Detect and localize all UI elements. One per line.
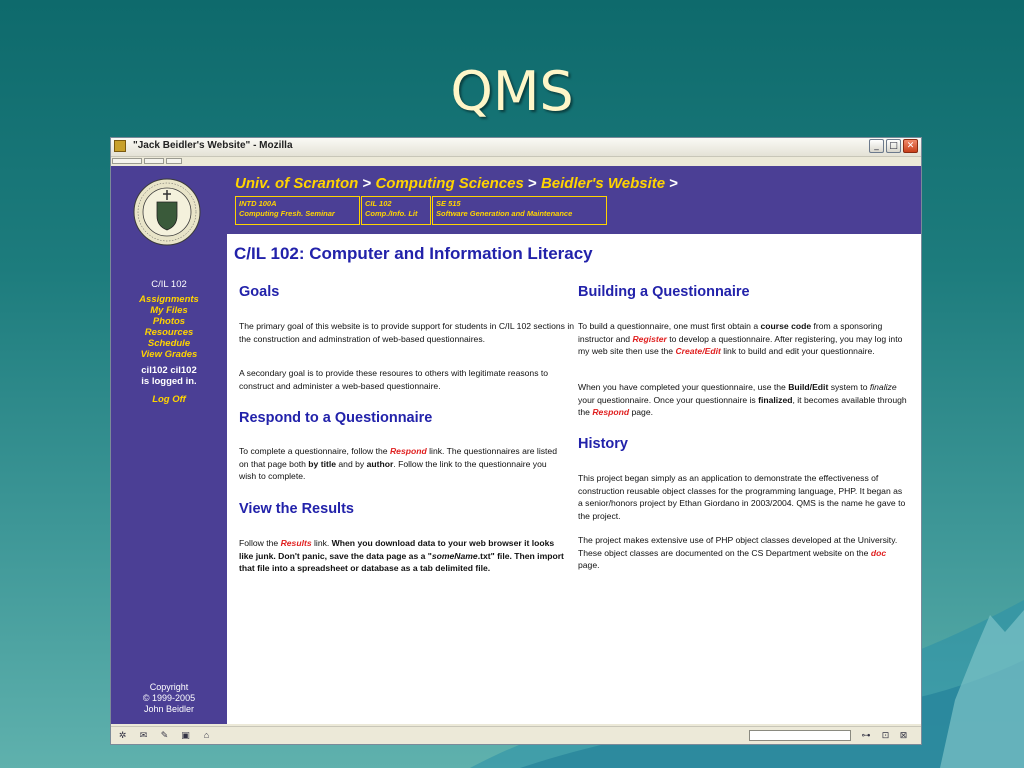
breadcrumb-separator: >: [669, 175, 679, 192]
respond-paragraph: To complete a questionnaire, follow the Respond link. The questionnaires are listed on that page both by title and by author. Follow the link to the questionnaire you wish to complete.: [239, 446, 557, 481]
security-lock-icon[interactable]: ⊠: [899, 730, 908, 740]
window-title: "Jack Beidler's Website" - Mozilla: [133, 140, 293, 151]
toolbar-grippy[interactable]: [112, 158, 142, 164]
building-paragraph-1: To build a questionnaire, one must first obtain a course code from a sponsoring instructor and Register to develop a questionnaire. After registering, you may log into my web site then use the Create/Edit link to build and edit your questionnaire.: [578, 321, 903, 356]
copyright-label: Copyright: [149, 682, 189, 692]
building-paragraph-2: When you have completed your questionnaire, use the Build/Edit system to finalize your questionnaire. Once your questionnaire is finalized, it becomes available through the Respond page.: [578, 382, 907, 417]
mail-icon[interactable]: ✉: [139, 730, 148, 740]
maximize-button[interactable]: □: [886, 139, 901, 153]
breadcrumb-beidlers-website[interactable]: Beidler's Website: [540, 175, 666, 192]
respond-page-link[interactable]: Respond: [592, 407, 630, 417]
results-link[interactable]: Results: [280, 538, 312, 548]
course-code: INTD 100A: [239, 199, 277, 208]
history-heading: History: [578, 436, 628, 452]
breadcrumb-separator: >: [528, 175, 537, 192]
logged-in-status: is logged in.: [141, 376, 197, 387]
irc-chat-icon[interactable]: ⌂: [203, 730, 210, 740]
results-heading: View the Results: [239, 501, 354, 517]
sidebar-link-log-off[interactable]: Log Off: [152, 394, 186, 405]
sidebar-link-resources[interactable]: Resources: [144, 327, 194, 338]
sidebar-link-my-files[interactable]: My Files: [150, 305, 188, 316]
course-code: SE 515: [436, 199, 461, 208]
status-bar: [111, 726, 921, 745]
slide-title: QMS: [450, 60, 574, 123]
course-code: CIL 102: [365, 199, 392, 208]
goals-paragraph-2: A secondary goal is to provide these resoures to others with legitimate reasons to construct and administer a web-based questionnaire.: [239, 368, 549, 391]
close-button[interactable]: ✕: [903, 139, 918, 153]
university-seal-icon: [133, 178, 201, 246]
goals-heading: Goals: [239, 284, 280, 300]
mozilla-app-icon: [114, 140, 126, 152]
main-content: [227, 234, 921, 724]
respond-link[interactable]: Respond: [389, 446, 427, 456]
toolbar-grippy-row: [111, 157, 921, 165]
sidebar-link-schedule[interactable]: Schedule: [147, 338, 191, 349]
copyright-owner: John Beidler: [143, 704, 195, 714]
breadcrumb-univ-of-scranton[interactable]: Univ. of Scranton: [235, 175, 359, 192]
history-paragraph-2: The project makes extensive use of PHP object classes developed at the University. These object classes are documented on the CS Department website on the doc page.: [578, 535, 898, 570]
page-title: C/IL 102: Computer and Information Literacy: [234, 244, 593, 263]
sidebar-link-photos[interactable]: Photos: [152, 316, 186, 327]
minimize-button[interactable]: _: [869, 139, 884, 153]
sidebar-course-label: C/IL 102: [151, 279, 187, 290]
register-link[interactable]: Register: [632, 333, 667, 344]
sidebar: [111, 166, 227, 724]
history-paragraph-1: This project began simply as an application to demonstrate the effectiveness of construction reusable object classes for the programming language, PHP. It began as a senior/honors project by Ethan Giordano in 2003/2004. QMS is the name he gave to the project.: [578, 473, 906, 521]
breadcrumb-separator: >: [362, 175, 372, 192]
navigator-icon[interactable]: ✲: [118, 730, 127, 740]
logged-in-user: cil102 cil102: [141, 365, 197, 376]
course-link-intd-100a[interactable]: [235, 196, 360, 225]
course-name: Computing Fresh. Seminar: [239, 209, 335, 218]
building-heading: Building a Questionnaire: [578, 284, 750, 300]
cookie-icon[interactable]: ⊡: [881, 730, 890, 740]
respond-heading: Respond to a Questionnaire: [239, 410, 433, 426]
course-name: Software Generation and Maintenance: [436, 209, 573, 218]
sidebar-link-view-grades[interactable]: View Grades: [140, 349, 198, 360]
course-link-se-515[interactable]: [432, 196, 607, 225]
course-name: Comp./Info. Lit: [365, 209, 418, 218]
browser-window: [110, 137, 922, 745]
results-paragraph: Follow the Results link. When you download data to your web browser it looks like junk. Don't panic, save the data page as a "someName.txt" file. Then import that file into a spreadsheet or database as a tab delimited file.: [239, 538, 564, 573]
breadcrumb-computing-sciences[interactable]: Computing Sciences: [375, 175, 524, 192]
composer-icon[interactable]: ✎: [160, 730, 169, 740]
address-book-icon[interactable]: ▣: [181, 730, 190, 740]
toolbar-grippy[interactable]: [166, 158, 182, 164]
toolbar-grippy[interactable]: [144, 158, 164, 164]
copyright-years: © 1999-2005: [142, 693, 196, 703]
create-edit-link[interactable]: Create/Edit: [675, 346, 721, 356]
page-header: [227, 166, 921, 234]
breadcrumb: [235, 175, 678, 192]
window-titlebar[interactable]: [111, 138, 921, 157]
course-link-cil-102[interactable]: [361, 196, 431, 225]
doc-link[interactable]: doc: [870, 547, 887, 558]
goals-paragraph-1: The primary goal of this website is to provide support for students in C/IL 102 sections in the construction and adminstration of web-based questionnaires.: [239, 321, 575, 344]
online-status-icon[interactable]: ⊶: [861, 730, 871, 740]
status-progress-field: [749, 730, 851, 741]
sidebar-link-assignments[interactable]: Assignments: [139, 294, 199, 305]
